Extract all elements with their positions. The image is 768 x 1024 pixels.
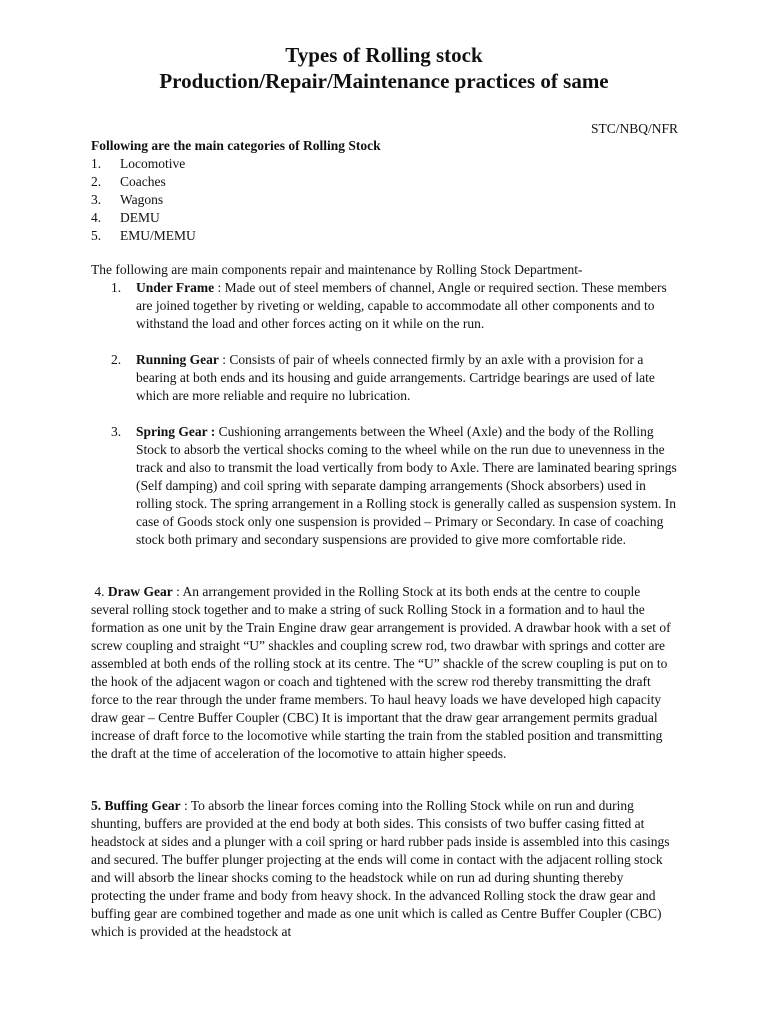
list-item: 1. Locomotive (91, 156, 186, 171)
component-name: Running Gear (136, 352, 219, 367)
component-name: Spring Gear : (136, 424, 216, 439)
document-title: Types of Rolling stock (285, 43, 483, 67)
document-subtitle: Production/Repair/Maintenance practices of same (159, 69, 609, 93)
component-text: : Made out of steel members of channel, Angle or required section. These members are joined together by riveting or welding, capable to accommodate all other components and to withstand the load and other forces acting on it while on the run. (136, 280, 667, 331)
component-text: Cushioning arrangements between the Wheel (Axle) and the body of the Rolling Stock to absorb the vertical shocks coming to the wheel while on the run due to unevenness in the track and also to transmit the load vertically from body to Axle. There are laminated bearing springs (Self damping) and coil spring with separate damping arrangements (Shock absorbers) used in rolling stock. The spring arrangement in a Rolling stock is generally called as suspension system. In case of Goods stock only one suspension is provided – Primary or Secondary. In case of coaching stock both primary and secondary suspensions are provided to give more comfortable ride. (136, 424, 677, 547)
buffing-gear-number: 5. (91, 798, 102, 813)
draw-gear-text: : An arrangement provided in the Rolling Stock at its both ends at the centre to couple several rolling stock together and to make a string of suck Rolling Stock in a formation and to haul the formation as one unit by the Train Engine draw gear arrangement is provided. A drawbar hook with a set of screw coupling and straight “U” shackles and coupling screw rod, two drawbar with springs and cotter are assembled at both ends of the rolling stock at its centre. The “U” shackle of the screw coupling is put on to the hook of the adjacent wagon or coach and tightened with the screw rod thereby transmitting the draft force to the rear through the under frame members. To haul heavy loads we have developed high capacity draw gear – Centre Buffer Coupler (CBC) It is important that the draw gear arrangement permits gradual increase of draft force to the locomotive while starting the train from the stabled position and transmitting the draft at the time of acceleration of the locomotive to attain higher speeds. (91, 584, 671, 761)
list-item: 5. EMU/MEMU (91, 228, 196, 243)
categories-list (91, 155, 196, 245)
list-item: 4. DEMU (91, 210, 160, 225)
buffing-gear-paragraph (91, 797, 679, 941)
component-name: Under Frame (136, 280, 215, 295)
component-text: : Consists of pair of wheels connected firmly by an axle with a provision for a bearing at both ends and its housing and guide arrangements. Cartridge bearings are used of late which are more reliable and require no lubrication. (136, 352, 655, 403)
draw-gear-paragraph: 4. Draw Gear : An arrangement provided in the Rolling Stock at its both ends at the centre to couple several rolling stock together and to make a string of suck Rolling Stock in a formation and to haul the formation as one unit by the Train Engine draw gear arrangement is provided. A drawbar hook with a set of screw coupling and straight “U” shackles and coupling screw rod, two drawbar with springs and cotter are assembled at both ends of the rolling stock at its centre. The “U” shackle of the screw coupling is put on to the hook of the adjacent wagon or coach and tightened with the screw rod thereby transmitting the draft force to the rear through the under frame members. To haul heavy loads we have developed high capacity draw gear – Centre Buffer Coupler (CBC) It is important that the draw gear arrangement permits gradual increase of draft force to the locomotive while starting the train from the stabled position and transmitting the draft at the time of acceleration of the locomotive to attain higher speeds. (91, 584, 671, 761)
list-item: 3. Wagons (91, 192, 164, 207)
categories-heading: Following are the main categories of Rolling Stock (91, 138, 381, 153)
reference-code: STC/NBQ/NFR (590, 121, 678, 136)
component-running-gear: 2. Running Gear : Consists of pair of wheels connected firmly by an axle with a provision for a bearing at both ends and its housing and guide arrangements. Cartridge bearings are used of late which are more reliable and require no lubrication. (111, 352, 655, 403)
components-intro: The following are main components repair and maintenance by Rolling Stock Department- (91, 262, 583, 277)
buffing-gear-name: Buffing Gear (104, 798, 181, 813)
component-under-frame: 1. Under Frame : Made out of steel members of channel, Angle or required section. These members are joined together by riveting or welding, capable to accommodate all other components and to withstand the load and other forces acting on it while on the run. (111, 280, 667, 331)
draw-gear-name: Draw Gear (107, 584, 173, 599)
list-item: 2. Coaches (91, 174, 166, 189)
buffing-gear-text: : To absorb the linear forces coming into the Rolling Stock while on run and during shunting, buffers are provided at the end body at both sides. This consists of two buffer casing fitted at headstock at sides and a plunger with a coil spring or hard rubber pads inside is assembled into this casings and secured. The buffer plunger projecting at the ends will come in contact with the adjacent rolling stock and will absorb the linear shocks coming to the headstock while on run ad during shunting thereby protecting the under frame and body from heavy shock. In the advanced Rolling stock the draw gear and buffing gear are combined together and made as one unit which is called as Centre Buffer Coupler (CBC) which is provided at the headstock at (91, 798, 670, 939)
component-spring-gear: 3. Spring Gear : Cushioning arrangements between the Wheel (Axle) and the body of the Rolling Stock to absorb the vertical shocks coming to the wheel while on the run due to unevenness in the track and also to transmit the load vertically from body to Axle. There are laminated bearing springs (Self damping) and coil spring with separate damping arrangements (Shock absorbers) used in rolling stock. The spring arrangement in a Rolling stock is generally called as suspension system. In case of Goods stock only one suspension is provided – Primary or Secondary. In case of coaching stock both primary and secondary suspensions are provided to give more comfortable ride. (111, 424, 677, 547)
